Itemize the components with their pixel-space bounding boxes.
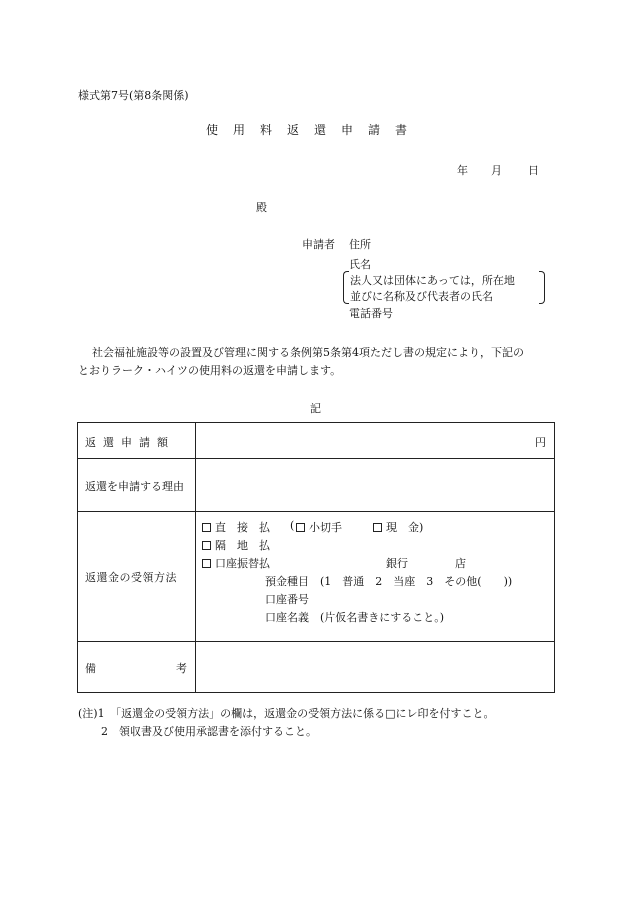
column-divider bbox=[195, 459, 196, 511]
right-bracket bbox=[539, 271, 545, 304]
check-checkbox[interactable] bbox=[296, 523, 305, 532]
remote-label: 隔 地 払 bbox=[215, 539, 270, 552]
account-name-label: 口座名義 (片仮名書きにすること。) bbox=[265, 611, 445, 624]
date-year-label: 年 bbox=[457, 164, 468, 177]
direct-label: 直 接 払 bbox=[215, 521, 270, 534]
applicant-label: 申請者 bbox=[302, 238, 335, 251]
corporate-note-line1: 法人又は団体にあっては，所在地 bbox=[350, 274, 515, 287]
footnote-2: 2 領収書及び使用承認書を添付すること。 bbox=[101, 725, 317, 738]
amount-field[interactable]: 円 bbox=[535, 436, 546, 449]
amount-row bbox=[78, 423, 554, 458]
column-divider bbox=[195, 642, 196, 692]
name-label: 氏名 bbox=[349, 258, 371, 271]
date-month-label: 月 bbox=[491, 164, 502, 177]
date-day-label: 日 bbox=[528, 164, 539, 177]
option-direct bbox=[202, 519, 270, 535]
cash-label: 現 金) bbox=[386, 521, 424, 534]
account-number-label: 口座番号 bbox=[265, 593, 309, 606]
transfer-label: 口座振替払 bbox=[215, 557, 270, 570]
corporate-note-line2: 並びに名称及び代表者の氏名 bbox=[350, 290, 493, 303]
ki-heading: 記 bbox=[310, 402, 321, 415]
option-cash bbox=[373, 519, 423, 535]
remarks-row bbox=[78, 641, 554, 692]
page-title: 使用料返還申請書 bbox=[206, 123, 423, 137]
cash-checkbox[interactable] bbox=[373, 523, 382, 532]
direct-paren-open: ( bbox=[290, 519, 295, 532]
address-label: 住所 bbox=[349, 238, 371, 251]
method-label: 返還金の受領方法 bbox=[85, 571, 177, 584]
column-divider bbox=[195, 423, 196, 458]
body-text-line1: 社会福祉施設等の設置及び管理に関する条例第5条第4項ただし書の規定により，下記の bbox=[92, 346, 524, 359]
deposit-type: 預金種目 (1 普通 2 当座 3 その他( )) bbox=[265, 575, 513, 588]
bank-label: 銀行 bbox=[386, 557, 408, 570]
column-divider bbox=[195, 512, 196, 641]
remote-checkbox[interactable] bbox=[202, 541, 211, 550]
remarks-label-first: 備 bbox=[85, 662, 96, 675]
application-table bbox=[77, 422, 555, 693]
reason-label: 返還を申請する理由 bbox=[85, 480, 184, 493]
phone-label: 電話番号 bbox=[349, 307, 393, 320]
form-number: 様式第7号(第8条関係) bbox=[78, 89, 189, 102]
direct-checkbox[interactable] bbox=[202, 523, 211, 532]
reason-row bbox=[78, 458, 554, 511]
left-bracket bbox=[343, 271, 349, 304]
addressee-honorific: 殿 bbox=[256, 201, 267, 214]
branch-label: 店 bbox=[455, 557, 466, 570]
check-label: 小切手 bbox=[309, 521, 342, 534]
remarks-label-second: 考 bbox=[176, 662, 187, 675]
method-row bbox=[78, 511, 554, 641]
body-text-line2: とおりラーク・ハイツの使用料の返還を申請します。 bbox=[78, 364, 342, 377]
option-check bbox=[296, 519, 342, 535]
corporate-note bbox=[343, 270, 545, 304]
amount-label: 返還申請額 bbox=[85, 436, 175, 449]
transfer-checkbox[interactable] bbox=[202, 559, 211, 568]
option-remote bbox=[202, 537, 270, 553]
option-transfer bbox=[202, 555, 270, 571]
footnote-1: (注)1 「返還金の受領方法」の欄は，返還金の受領方法に係る□にレ印を付すこと。 bbox=[78, 707, 495, 720]
